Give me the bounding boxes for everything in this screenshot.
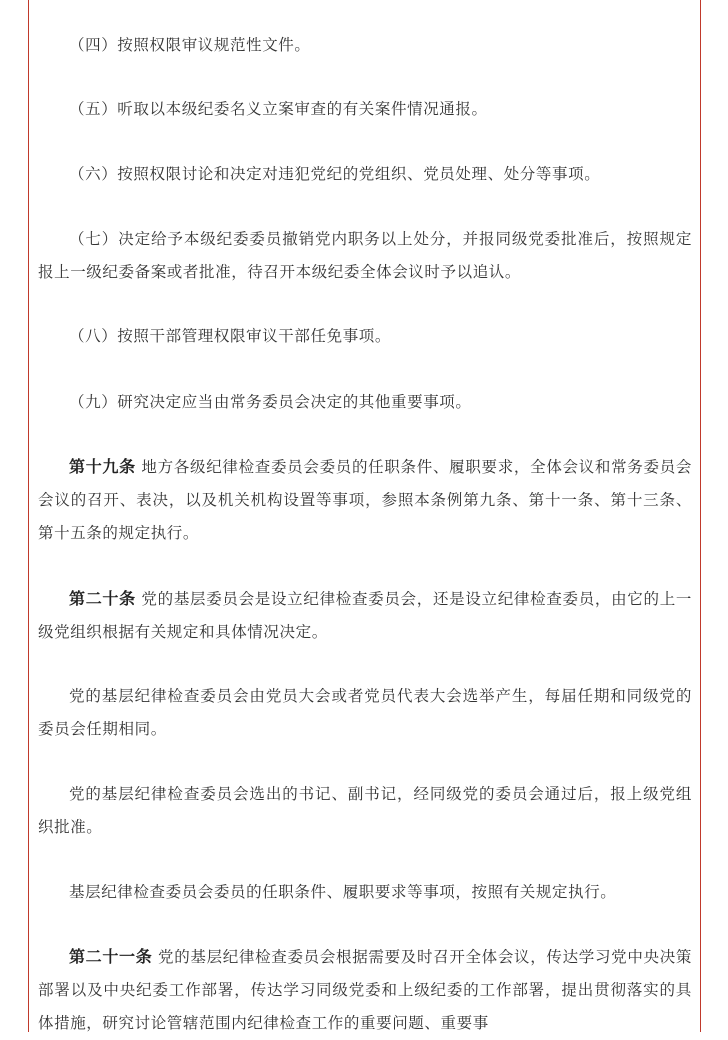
paragraph-text: （八）按照干部管理权限审议干部任免事项。 (69, 327, 392, 345)
article-text: 党的基层委员会是设立纪律检查委员会，还是设立纪律检查委员，由它的上一级党组织根据有关规定和具体情况决定。 (38, 590, 692, 641)
paragraph-item-7 (38, 222, 692, 289)
article-heading: 第十九条 (69, 457, 136, 476)
paragraph-text: 基层纪律检查委员会委员的任职条件、履职要求等事项，按照有关规定执行。 (69, 883, 617, 901)
paragraph-text: （六）按照权限讨论和决定对违犯党纪的党组织、党员处理、处分等事项。 (69, 165, 601, 183)
paragraph-item-6 (38, 157, 692, 191)
paragraph-text: 党的基层纪律检查委员会选出的书记、副书记，经同级党的委员会通过后，报上级党组织批准。 (38, 785, 692, 836)
article-heading: 第二十一条 (69, 947, 153, 966)
paragraph-text: （五）听取以本级纪委名义立案审查的有关案件情况通报。 (69, 100, 488, 118)
article-text: 地方各级纪律检查委员会委员的任职条件、履职要求，全体会议和常务委员会会议的召开、表决，以及机关机构设置等事项，参照本条例第九条、第十一条、第十三条、第十五条的规定执行。 (38, 458, 692, 542)
paragraph-text: （四）按照权限审议规范性文件。 (69, 36, 311, 54)
article-20-paragraph-4 (38, 875, 692, 909)
paragraph-text: （九）研究决定应当由常务委员会决定的其他重要事项。 (69, 393, 472, 411)
article-20-paragraph-3 (38, 777, 692, 844)
paragraph-item-5 (38, 92, 692, 126)
article-heading: 第二十条 (69, 589, 136, 608)
article-20-paragraph-2 (38, 679, 692, 746)
paragraph-item-9 (38, 385, 692, 419)
article-19 (38, 450, 692, 550)
article-20 (38, 582, 692, 649)
article-21 (38, 940, 692, 1040)
paragraph-item-8 (38, 319, 692, 353)
paragraph-text: （七）决定给予本级纪委委员撤销党内职务以上处分，并报同级党委批准后，按照规定报上一级纪委备案或者批准，待召开本级纪委全体会议时予以追认。 (38, 230, 692, 281)
article-text: 党的基层纪律检查委员会根据需要及时召开全体会议，传达学习党中央决策部署以及中央纪委工作部署，传达学习同级党委和上级纪委的工作部署，提出贯彻落实的具体措施，研究讨论管辖范围内纪律检查工作的重要问题、重要事 (38, 948, 692, 1032)
paragraph-item-4 (38, 28, 692, 62)
paragraph-text: 党的基层纪律检查委员会由党员大会或者党员代表大会选举产生，每届任期和同级党的委员会任期相同。 (38, 687, 692, 738)
